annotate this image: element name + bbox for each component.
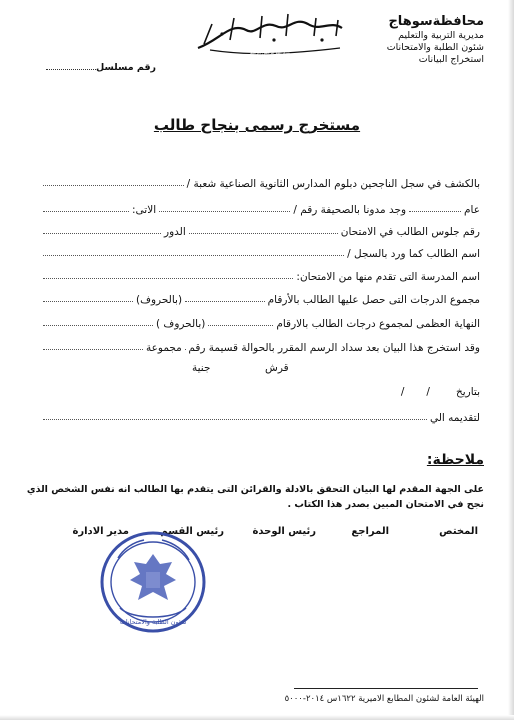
extract-line: استخراج البيانات bbox=[418, 54, 484, 65]
fill-dots bbox=[43, 210, 129, 212]
geneh-label: جنية bbox=[192, 362, 211, 374]
total-words-label: (بالحروف) bbox=[136, 294, 183, 306]
line-student-name bbox=[40, 242, 480, 260]
fill-dots bbox=[43, 184, 184, 186]
signature-department-director: مدير الادارة bbox=[72, 526, 129, 537]
serial-dots bbox=[46, 69, 96, 70]
maximum-words-label: (بالحروف ) bbox=[156, 318, 206, 330]
footer-printer: الهيئة العامة لشئون المطابع الاميرية ١٦٢٢س ٢٠١٤-٥٠٠٠ bbox=[284, 694, 484, 704]
note-heading: ملاحظة: bbox=[426, 452, 484, 468]
receipt-label: وقد استخرج هذا البيان بعد سداد الرسم المقرر بالحوالة قسيمة رقم bbox=[188, 342, 480, 354]
qirsh-label: قرش bbox=[265, 362, 289, 374]
fill-dots bbox=[159, 210, 290, 212]
line-submit-to bbox=[40, 406, 480, 424]
fill-dots bbox=[185, 348, 186, 350]
signature-section-head: رئيس القسم bbox=[160, 526, 224, 537]
submit-to-label: لتقديمه الي bbox=[429, 412, 480, 424]
fill-dots bbox=[409, 210, 461, 212]
line-seat bbox=[40, 220, 480, 238]
fill-dots bbox=[43, 232, 161, 234]
line-maximum bbox=[40, 312, 480, 330]
fill-dots bbox=[208, 324, 273, 326]
student-name-label: اسم الطالب كما ورد بالسجل / bbox=[347, 248, 480, 260]
svg-text:شئون الطلبة والامتحانات: شئون الطلبة والامتحانات bbox=[119, 618, 187, 626]
year-label: عام bbox=[464, 204, 480, 216]
signature-unit-head: رئيس الوحدة bbox=[252, 526, 316, 537]
fill-dots bbox=[43, 348, 143, 350]
footer-rule bbox=[294, 688, 478, 689]
directorate-line: مديرية التربية والتعليم bbox=[398, 30, 484, 42]
note-text: على الجهة المقدم لها البيان التحقق بالادلة والقرائن التى يتقدم بها الطالب انه نفس الشخص الذي نجح في الامتحان المبين بصدر هذا الكتاب . bbox=[26, 484, 484, 511]
line-total bbox=[40, 288, 480, 306]
signature-reviewer: المراجع bbox=[351, 526, 389, 537]
date-separator: / bbox=[400, 386, 405, 398]
serial-label: رقم مسلسل bbox=[96, 62, 157, 73]
document-title: مستخرج رسمى بنجاح طالب bbox=[153, 116, 361, 134]
fill-dots bbox=[185, 300, 265, 302]
serial-number-field bbox=[40, 62, 156, 73]
following-label: الاتى: bbox=[132, 204, 157, 216]
line-date bbox=[330, 380, 480, 398]
seat-number-label: رقم جلوس الطالب في الامتحان bbox=[340, 226, 480, 238]
fill-dots bbox=[43, 277, 293, 279]
fill-dots bbox=[43, 324, 153, 326]
governorate-title: محافظةسوهاج bbox=[388, 14, 484, 29]
header-block bbox=[344, 14, 484, 66]
affairs-line: شئون الطلبة والامتحانات bbox=[386, 42, 484, 54]
fill-dots bbox=[189, 232, 338, 234]
fill-dots bbox=[43, 300, 133, 302]
total-digits-label: مجموع الدرجات التى حصل عليها الطالب بالأرقام bbox=[267, 294, 480, 306]
round-label: الدور bbox=[164, 226, 186, 238]
section-label: بالكشف في سجل الناجحين دبلوم المدارس الثانوية الصناعية شعبة / bbox=[186, 178, 480, 190]
group-label: مجموعة bbox=[146, 342, 182, 354]
svg-text:بسم الله الرحمن الرحيم: بسم الله الرحمن الرحيم bbox=[249, 50, 291, 55]
line-year bbox=[40, 198, 480, 216]
official-seal bbox=[98, 528, 208, 636]
basmala-calligraphy bbox=[190, 10, 350, 56]
date-separator: / bbox=[426, 386, 430, 398]
signature-specialist: المختص bbox=[439, 526, 478, 537]
line-fee bbox=[40, 336, 480, 354]
line-school bbox=[40, 265, 480, 283]
date-label: بتاريخ bbox=[455, 386, 480, 398]
page-shadow-right bbox=[508, 0, 514, 720]
school-label: اسم المدرسة التى تقدم منها من الامتحان: bbox=[296, 271, 480, 283]
fill-dots bbox=[43, 418, 427, 420]
line-section bbox=[40, 172, 480, 190]
page-shadow-bottom bbox=[0, 715, 514, 720]
page-number-label: وجد مدونا بالصحيفة رقم / bbox=[293, 204, 407, 216]
fill-dots bbox=[43, 254, 344, 256]
maximum-digits-label: النهاية العظمى لمجموع درجات الطالب بالارقام bbox=[276, 318, 480, 330]
